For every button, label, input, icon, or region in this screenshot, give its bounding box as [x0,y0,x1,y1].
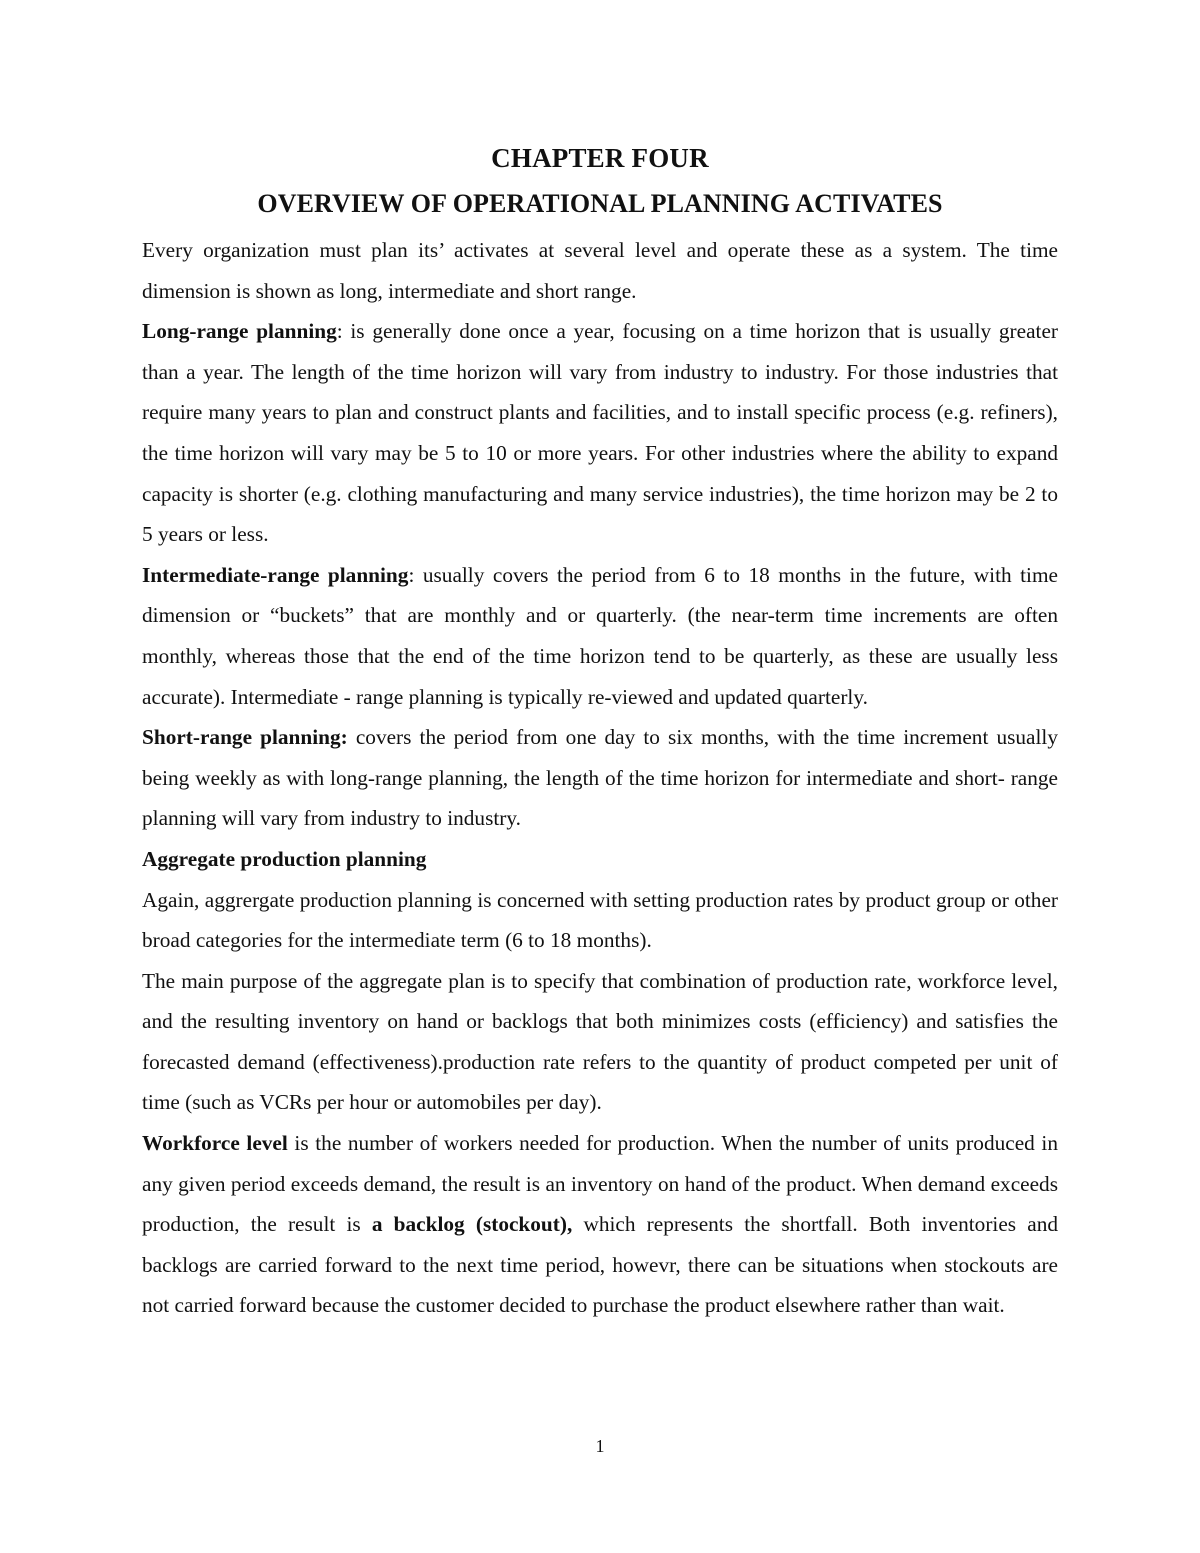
workforce-text-after: which represents the shortfall. Both inventories and backlogs are carried forward to the next time period, howevr, there can be situations when stockouts are not carried forward because the customer decided to purchase the product elsewhere rather than wait. [142,1212,1059,1318]
intro-text: Every organization must plan its’ activates at several level and operate these as a system. The time dimension is shown as long, intermediate and short range. [142,238,1058,303]
long-range-term: Long-range planning [142,319,337,344]
long-range-paragraph [142,311,1058,555]
backlog-term: a backlog (stockout), [371,1212,573,1237]
short-range-paragraph [142,717,1058,839]
aggregate-paragraph-2 [142,961,1058,1123]
aggregate-text-1: Again, aggrergate production planning is concerned with setting production rates by product group or other broad categories for the intermediate term (6 to 18 months). [142,887,1058,953]
aggregate-text-2: The main purpose of the aggregate plan is to specify that combination of production rate, workforce level, and the resulting inventory on hand or backlogs that both minimizes costs (efficiency) and satisfies the forecasted demand (effectiveness).production rate refers to the quantity of product competed per unit of time (such as VCRs per hour or automobiles per day). [142,968,1058,1115]
page-number: 1 [595,1436,605,1456]
intro-paragraph [142,230,1058,311]
workforce-paragraph [142,1123,1058,1326]
intermediate-range-paragraph [142,555,1058,717]
intermediate-range-term: Intermediate-range planning [142,562,409,587]
short-range-text: covers the period from one day to six months, with the time increment usually being weekly as with long-range planning, the length of the time horizon for intermediate and short- range planning will vary from industry to industry. [142,725,1058,831]
workforce-term: Workforce level [142,1131,288,1156]
aggregate-planning-heading: Aggregate production planning [142,846,427,871]
page-content [142,136,1058,1326]
aggregate-paragraph-1 [142,880,1058,961]
short-range-term: Short-range planning: [142,725,348,750]
workforce-text-before: is the number of workers needed for production. When the number of units produced in any given period exceeds demand, the result is an inventory on hand of the product. When demand exceeds production, the result is [142,1131,1058,1237]
chapter-heading: CHAPTER FOUR [491,143,709,173]
intermediate-range-text: : usually covers the period from 6 to 18 months in the future, with time dimension or “buckets” that are monthly and or quarterly. (the near-term time increments are often monthly, whereas those that the end of the time horizon tend to be quarterly, as these are usually less accurate). Intermediate - range planning is typically re-viewed and updated quarterly. [142,562,1058,709]
long-range-text: : is generally done once a year, focusing on a time horizon that is usually greater than a year. The length of the time horizon will vary from industry to industry. For those industries that require many years to plan and construct plants and facilities, and to install specific process (e.g. refiners), the time horizon will vary may be 5 to 10 or more years. For other industries where the ability to expand capacity is shorter (e.g. clothing manufacturing and many service industries), the time horizon may be 2 to 5 years or less. [142,319,1058,547]
chapter-title: OVERVIEW OF OPERATIONAL PLANNING ACTIVATES [257,189,943,218]
